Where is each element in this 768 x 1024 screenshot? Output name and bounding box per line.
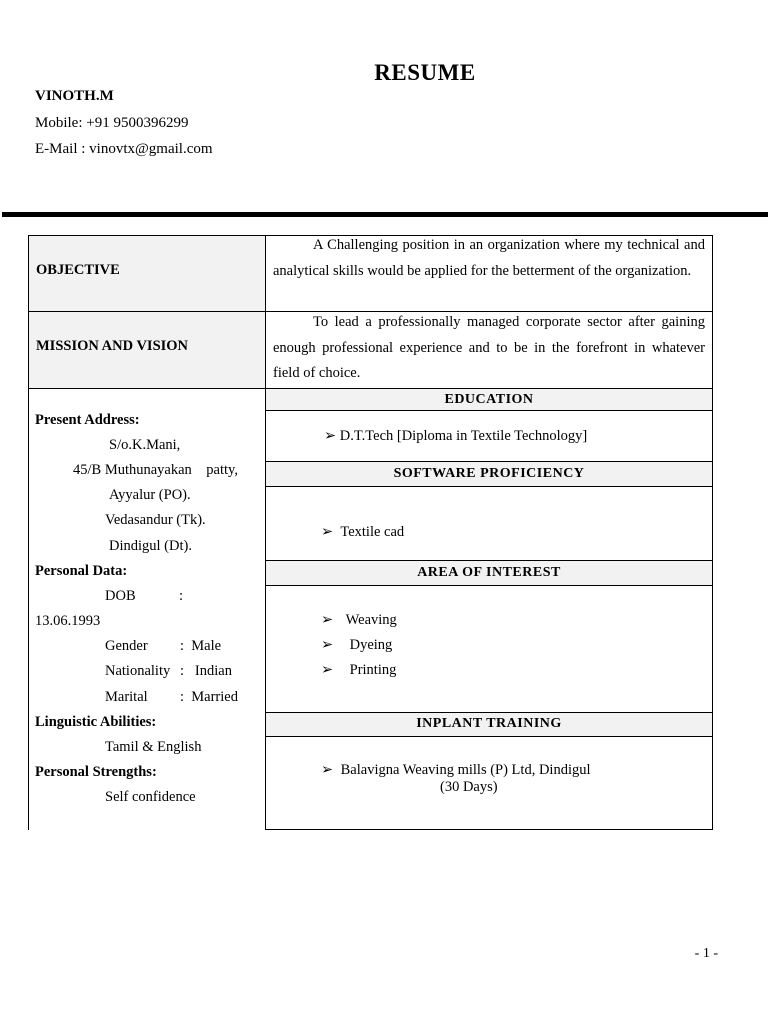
- page-number: - 1 -: [694, 946, 718, 961]
- interest-item-text: Printing: [349, 662, 397, 678]
- training-body: [265, 736, 713, 830]
- candidate-name: VINOTH.M: [35, 88, 114, 104]
- interest-item: [321, 662, 396, 679]
- training-duration: (30 Days): [440, 779, 498, 795]
- interest-header: [265, 560, 713, 586]
- training-header: [265, 712, 713, 737]
- software-header: [265, 461, 713, 487]
- address-line: Ayyalur (PO).: [109, 487, 191, 503]
- strengths-value: Self confidence: [105, 789, 196, 805]
- marital-label: Marital: [105, 689, 148, 705]
- linguistic-label: Linguistic Abilities:: [35, 714, 157, 730]
- mission-label: MISSION AND VISION: [36, 338, 189, 354]
- dob-label: DOB: [105, 588, 136, 604]
- gender-label: Gender: [105, 638, 148, 654]
- mobile-line: Mobile: +91 9500396299: [35, 115, 189, 131]
- education-title: EDUCATION: [444, 392, 534, 407]
- mission-text-cell: [265, 311, 713, 389]
- training-item-text: Balavigna Weaving mills (P) Ltd, Dindigul: [340, 762, 591, 778]
- interest-title: AREA OF INTEREST: [417, 565, 561, 580]
- header-divider: [2, 212, 768, 217]
- training-title: INPLANT TRAINING: [416, 716, 562, 731]
- address-line: Vedasandur (Tk).: [105, 512, 206, 528]
- objective-text: A Challenging position in an organization where my technical and analytical skills would be applied for the betterment of the organization.: [273, 237, 705, 279]
- arrow-bullet-icon: ➢: [324, 428, 337, 444]
- software-title: SOFTWARE PROFICIENCY: [393, 466, 585, 481]
- languages-value: Tamil & English: [105, 739, 202, 755]
- objective-text-cell: [265, 235, 713, 312]
- education-body: [265, 410, 713, 462]
- software-body: [265, 486, 713, 561]
- personal-data-label: Personal Data:: [35, 563, 128, 579]
- marital-value: : Married: [180, 689, 238, 705]
- interest-item: [321, 612, 397, 629]
- software-item-text: Textile cad: [340, 524, 405, 540]
- objective-label-cell: [28, 235, 266, 312]
- arrow-bullet-icon: ➢: [321, 612, 334, 628]
- training-item: [321, 762, 591, 779]
- address-line: Dindigul (Dt).: [109, 538, 192, 554]
- nationality-value: : Indian: [180, 663, 232, 679]
- education-item: [324, 428, 587, 445]
- interest-body: [265, 585, 713, 713]
- strengths-label: Personal Strengths:: [35, 764, 157, 780]
- nationality-label: Nationality: [105, 663, 171, 679]
- present-address-label: Present Address:: [35, 412, 140, 428]
- interest-item: [321, 637, 392, 654]
- interest-item-text: Dyeing: [349, 637, 393, 653]
- arrow-bullet-icon: ➢: [321, 524, 334, 540]
- arrow-bullet-icon: ➢: [321, 662, 334, 678]
- objective-label: OBJECTIVE: [36, 262, 120, 278]
- email-line: E-Mail : vinovtx@gmail.com: [35, 141, 213, 157]
- dob-separator: :: [179, 588, 184, 604]
- mission-label-cell: [28, 311, 266, 389]
- interest-item-text: Weaving: [345, 612, 397, 628]
- software-item: [321, 524, 404, 541]
- gender-value: : Male: [180, 638, 222, 654]
- dob-value: 13.06.1993: [35, 613, 101, 629]
- mission-text: To lead a professionally managed corporate sector after gaining enough professional experience and to be in the forefront in whatever field of choice.: [273, 314, 705, 381]
- education-item-text: D.T.Tech [Diploma in Textile Technology]: [339, 428, 588, 444]
- address-line: S/o.K.Mani,: [109, 437, 181, 453]
- education-header: [265, 388, 713, 411]
- page-title: RESUME: [374, 60, 476, 85]
- arrow-bullet-icon: ➢: [321, 637, 334, 653]
- address-line: 45/B Muthunayakan patty,: [73, 462, 238, 478]
- arrow-bullet-icon: ➢: [321, 762, 334, 778]
- personal-sidebar: [28, 388, 266, 830]
